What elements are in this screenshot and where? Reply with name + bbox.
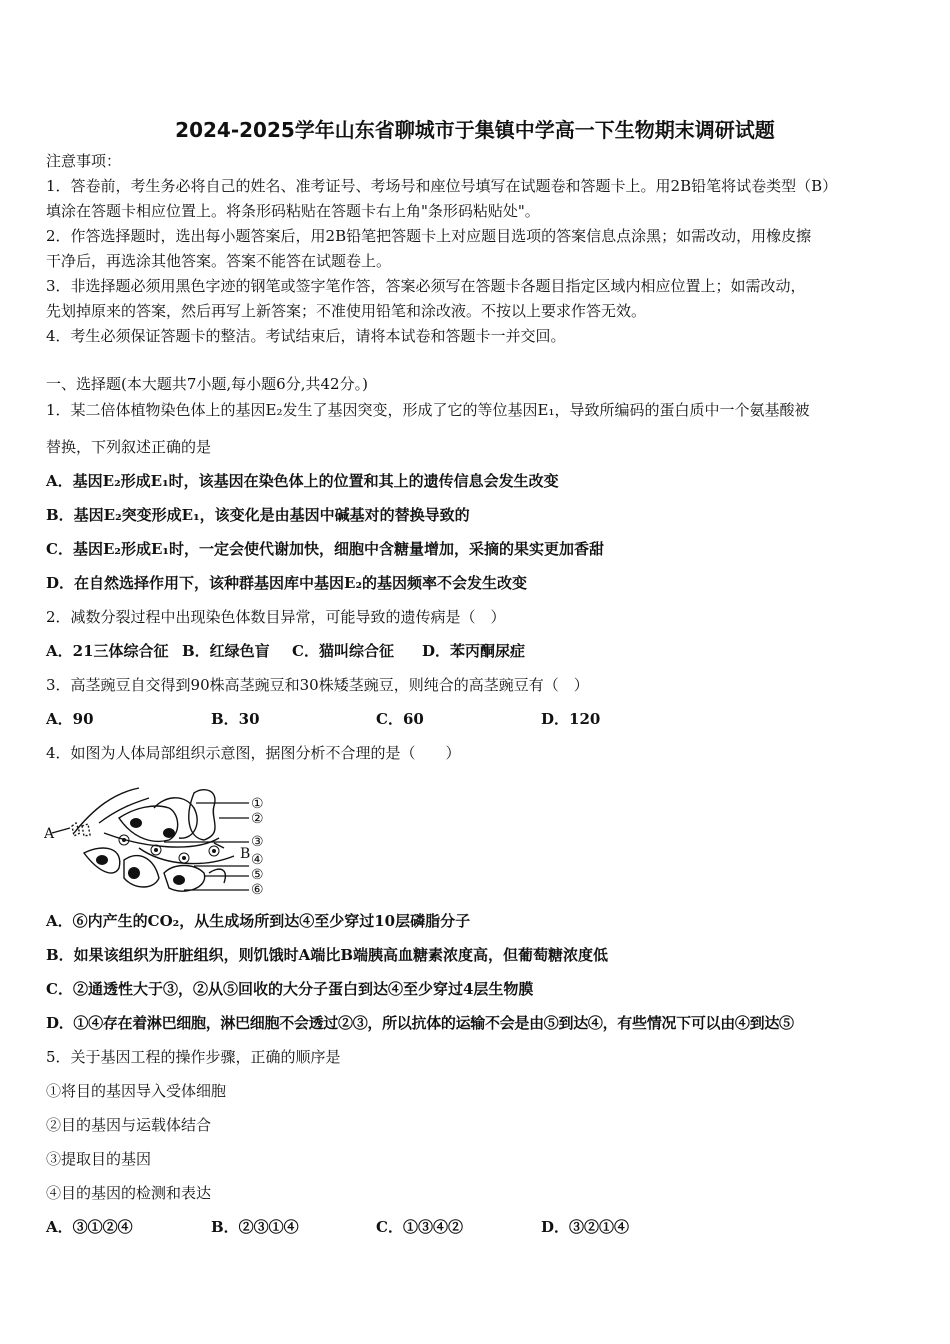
note-line: 4．考生必须保证答题卡的整洁。考试结束后，请将本试卷和答题卡一并交回。	[46, 327, 566, 345]
q3-option-a: A．90	[46, 710, 94, 728]
label-6: ⑥	[251, 882, 264, 898]
q5-stem: 5．关于基因工程的操作步骤，正确的顺序是	[46, 1048, 341, 1066]
q5-step: ①将目的基因导入受体细胞	[46, 1082, 227, 1100]
q5-options	[46, 1217, 629, 1237]
note-line: 填涂在答题卡相应位置上。将条形码粘贴在答题卡右上角"条形码粘贴处"。	[46, 202, 540, 220]
q3-option-d: D．120	[541, 710, 601, 728]
q5-option-c: C．①③④②	[376, 1218, 463, 1236]
notes-heading: 注意事项：	[46, 152, 122, 170]
q2-option-b: B．红绿色盲	[182, 642, 270, 660]
q1-option-d: D．在自然选择作用下，该种群基因库中基因E₂的基因频率不会发生改变	[46, 574, 528, 592]
q2-option-a: A．21三体综合征	[46, 642, 169, 660]
q1-option-c: C．基因E₂形成E₁时，一定会使代谢加快，细胞中含糖量增加，采摘的果实更加香甜	[46, 540, 604, 558]
q2-option-d: D．苯丙酮尿症	[422, 642, 526, 660]
q5-step: ④目的基因的检测和表达	[46, 1184, 212, 1202]
page-title: 2024-2025学年山东省聊城市于集镇中学高一下生物期末调研试题	[175, 118, 775, 142]
tissue-diagram	[44, 778, 274, 900]
note-line: 3．非选择题必须用黑色字迹的钢笔或签字笔作答，答案必须写在答题卡各题目指定区域内相应位置上；如需改动，	[46, 277, 806, 295]
q2-options	[46, 641, 525, 661]
label-3: ③	[251, 834, 264, 850]
q4-option-c: C．②通透性大于③，②从⑤回收的大分子蛋白到达④至少穿过4层生物膜	[46, 980, 534, 998]
q5-step: ③提取目的基因	[46, 1150, 152, 1168]
q3-option-b: B．30	[211, 710, 260, 728]
note-line: 2．作答选择题时，选出每小题答案后，用2B铅笔把答题卡上对应题目选项的答案信息点涂黑；如需改动，用橡皮擦	[46, 227, 812, 245]
q2-stem: 2．减数分裂过程中出现染色体数目异常，可能导致的遗传病是（ ）	[46, 608, 506, 626]
label-2: ②	[251, 811, 264, 827]
q4-option-a: A．⑥内产生的CO₂，从生成场所到达④至少穿过10层磷脂分子	[46, 912, 471, 930]
section-heading: 一、选择题(本大题共7小题,每小题6分,共42分。)	[46, 375, 368, 393]
q3-option-c: C．60	[376, 710, 424, 728]
label-5: ⑤	[251, 867, 264, 883]
q5-option-d: D．③②①④	[541, 1218, 630, 1236]
q3-stem: 3．高茎豌豆自交得到90株高茎豌豆和30株矮茎豌豆，则纯合的高茎豌豆有（ ）	[46, 676, 589, 694]
q5-option-b: B．②③①④	[211, 1218, 299, 1236]
q4-option-d: D．①④存在着淋巴细胞，淋巴细胞不会透过②③，所以抗体的运输不会是由⑤到达④，有些情况下可以由④到达⑤	[46, 1014, 794, 1032]
q3-options	[46, 709, 600, 729]
note-line: 干净后，再选涂其他答案。答案不能答在试题卷上。	[46, 252, 392, 270]
q1-option-a: A．基因E₂形成E₁时，该基因在染色体上的位置和其上的遗传信息会发生改变	[46, 472, 559, 490]
q5-step: ②目的基因与运载体结合	[46, 1116, 212, 1134]
note-line: 1．答卷前，考生务必将自己的姓名、准考证号、考场号和座位号填写在试题卷和答题卡上。用2B铅笔将试卷类型（B）	[46, 177, 838, 195]
q5-option-a: A．③①②④	[46, 1218, 133, 1236]
label-4: ④	[251, 852, 264, 868]
q2-option-c: C．猫叫综合征	[292, 642, 394, 660]
q1-option-b: B．基因E₂突变形成E₁，该变化是由基因中碱基对的替换导致的	[46, 506, 470, 524]
q1-stem: 1．某二倍体植物染色体上的基因E₂发生了基因突变，形成了它的等位基因E₁，导致所编码的蛋白质中一个氨基酸被	[46, 401, 810, 419]
q1-stem-cont: 替换，下列叙述正确的是	[46, 438, 212, 456]
label-a: A	[44, 826, 55, 842]
q4-stem: 4．如图为人体局部组织示意图，据图分析不合理的是（ ）	[46, 744, 461, 762]
label-1: ①	[251, 796, 264, 812]
q4-option-b: B．如果该组织为肝脏组织，则饥饿时A端比B端胰高血糖素浓度高，但葡萄糖浓度低	[46, 946, 608, 964]
label-b: B	[240, 846, 251, 862]
note-line: 先划掉原来的答案，然后再写上新答案；不准使用铅笔和涂改液。不按以上要求作答无效。	[46, 302, 647, 320]
